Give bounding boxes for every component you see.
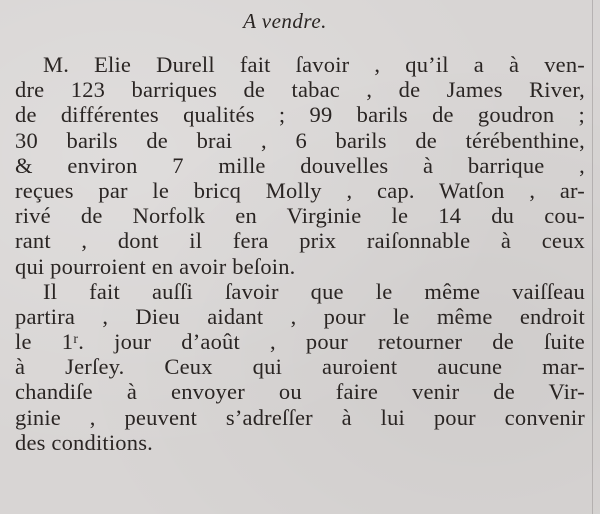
text-line: & environ 7 mille douvelles à barrique , bbox=[15, 152, 585, 178]
text-line: dre 123 barriques de tabac , de James River, bbox=[15, 77, 585, 103]
text-line: des conditions. bbox=[15, 429, 153, 455]
text-line: partira , Dieu aidant , pour le même endroit bbox=[15, 303, 585, 329]
text-line: à Jerſey. Ceux qui auroient aucune mar- bbox=[15, 354, 585, 380]
text-line: de différentes qualités ; 99 barils de goudron ; bbox=[15, 102, 585, 128]
text-line: qui pourroient en avoir beſoin. bbox=[15, 253, 296, 279]
text-line: rant , dont il fera prix raiſonnable à ceux bbox=[15, 228, 585, 254]
text-line: 30 barils de brai , 6 barils de térébenthine, bbox=[15, 127, 585, 153]
advertisement-heading: A vendre. bbox=[243, 9, 327, 33]
column-rule bbox=[592, 0, 593, 514]
advertisement-body bbox=[15, 52, 585, 455]
text-line: ginie , peuvent s’adreſſer à lui pour convenir bbox=[15, 404, 585, 430]
text-line: Il fait auſſi ſavoir que le même vaiſſeau bbox=[43, 278, 585, 304]
text-line: chandiſe à envoyer ou faire venir de Vir- bbox=[15, 379, 585, 405]
text-line: rivé de Norfolk en Virginie le 14 du cou- bbox=[15, 203, 585, 229]
text-line: reçues par le bricq Molly , cap. Watſon , ar- bbox=[15, 177, 585, 203]
text-line: le 1ʳ. jour d’août , pour retourner de ſuite bbox=[15, 329, 585, 355]
text-line: M. Elie Durell fait ſavoir , qu’il a à ven- bbox=[43, 52, 585, 77]
